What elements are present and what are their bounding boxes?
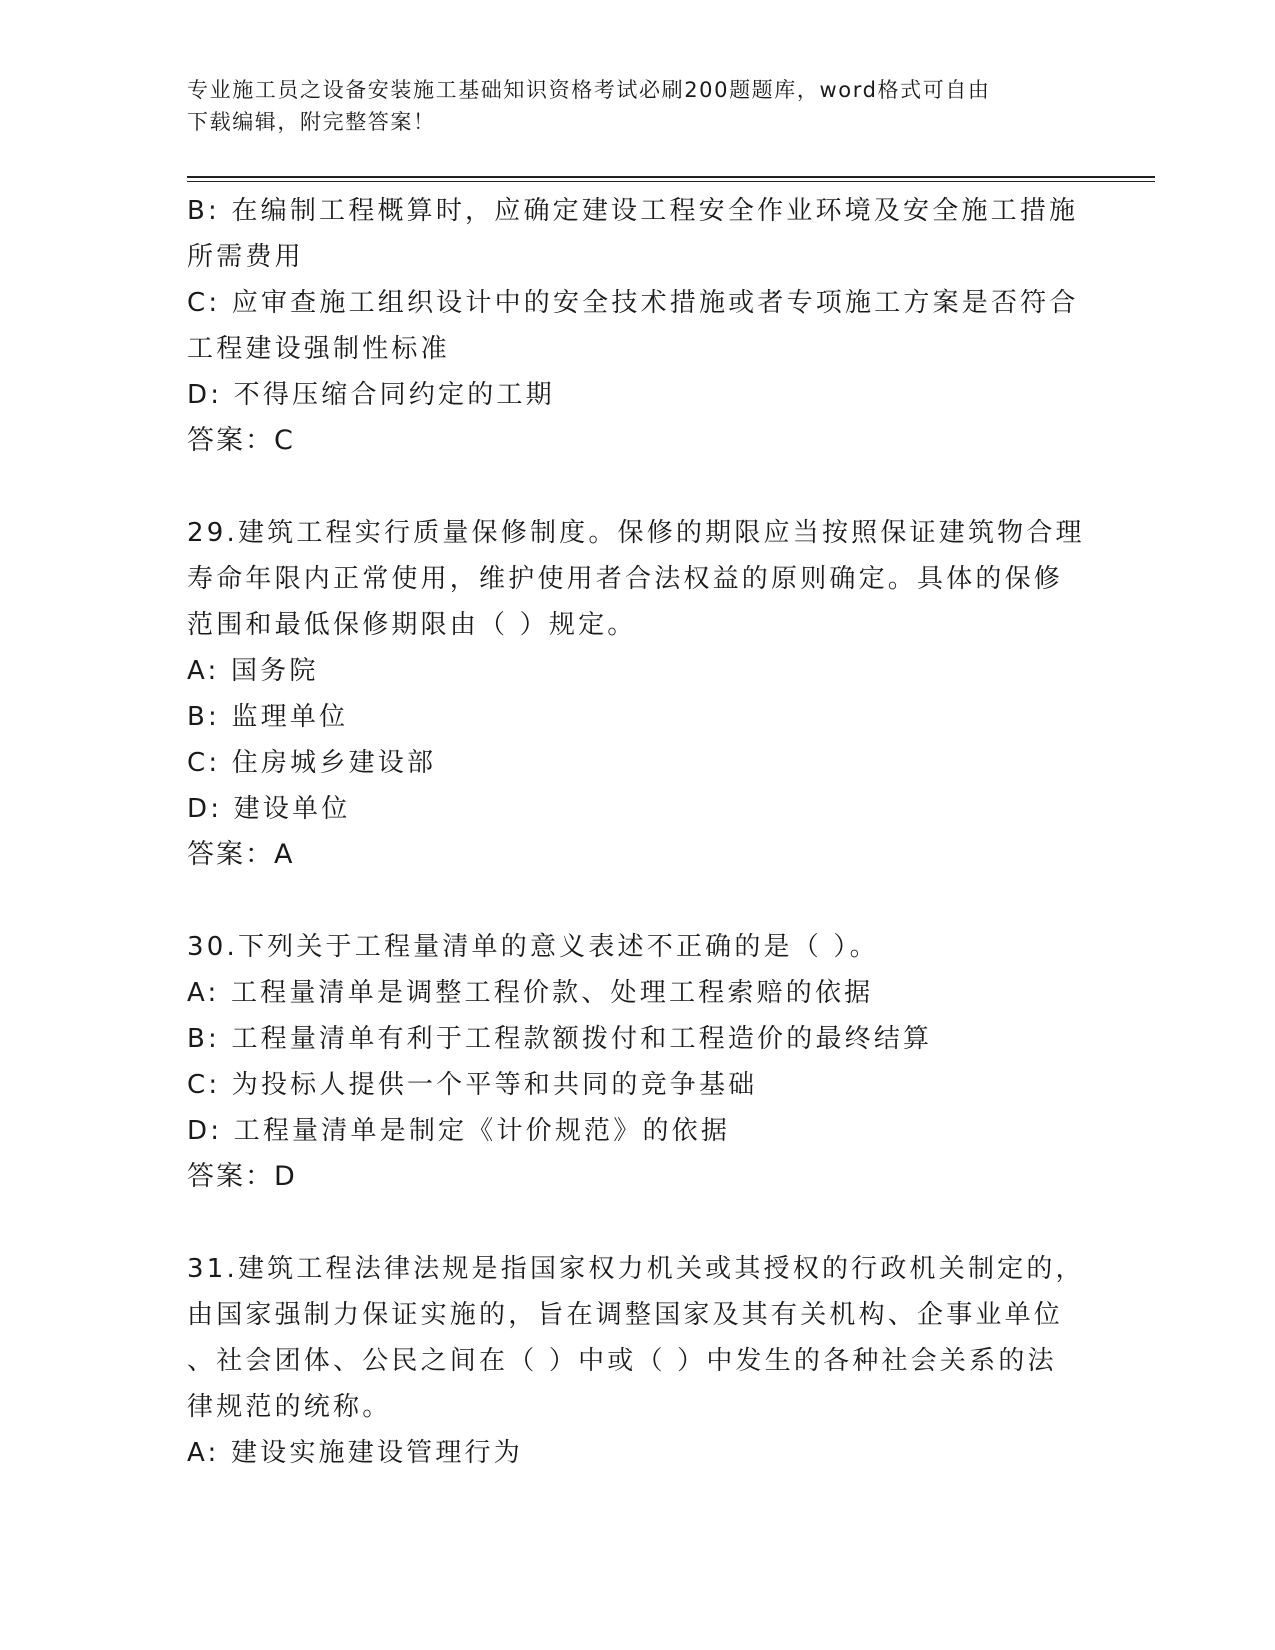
answer: 答案：A — [187, 839, 295, 870]
spacer — [187, 878, 1087, 924]
spacer — [187, 1200, 1087, 1246]
option-b: B: 监理单位 — [187, 702, 349, 732]
option-b: B: 工程量清单有利于工程款额拨付和工程造价的最终结算 — [187, 1024, 933, 1054]
header-line-2: 下载编辑，附完整答案！ — [187, 110, 436, 134]
question-29 — [187, 510, 1087, 878]
answer: 答案：C — [187, 425, 295, 456]
previous-question-block — [187, 188, 1087, 464]
answer: 答案：D — [187, 1161, 297, 1192]
option-c: C: 为投标人提供一个平等和共同的竞争基础 — [187, 1070, 758, 1100]
header-line-1: 专业施工员之设备安装施工基础知识资格考试必刷200题题库，word格式可自由 — [187, 78, 991, 102]
question-text-line-1: 31.建筑工程法律法规是指国家权力机关或其授权的行政机关制定的， — [187, 1254, 1085, 1284]
option-b-line-2: 所需费用 — [187, 242, 304, 272]
question-text: 30.下列关于工程量清单的意义表述不正确的是（ ）。 — [187, 932, 879, 962]
option-a: A: 国务院 — [187, 656, 319, 686]
spacer — [187, 464, 1087, 510]
question-text-line-3: 范围和最低保修期限由（ ）规定。 — [187, 610, 637, 640]
question-text-line-2: 由国家强制力保证实施的，旨在调整国家及其有关机构、企事业单位 — [187, 1300, 1064, 1330]
option-d: D: 不得压缩合同约定的工期 — [187, 380, 555, 410]
option-c-line-1: C: 应审查施工组织设计中的安全技术措施或者专项施工方案是否符合 — [187, 288, 1079, 318]
option-d: D: 建设单位 — [187, 794, 351, 824]
document-header — [187, 74, 1087, 138]
option-d: D: 工程量清单是制定《计价规范》的依据 — [187, 1116, 731, 1146]
question-31 — [187, 1246, 1087, 1476]
question-text-line-1: 29.建筑工程实行质量保修制度。保修的期限应当按照保证建筑物合理 — [187, 518, 1085, 548]
option-a: A: 建设实施建设管理行为 — [187, 1438, 523, 1468]
question-text-line-3: 、社会团体、公民之间在（ ）中或（ ）中发生的各种社会关系的法 — [187, 1346, 1057, 1376]
option-c-line-2: 工程建设强制性标准 — [187, 334, 450, 364]
header-divider — [187, 176, 1155, 182]
question-text-line-2: 寿命年限内正常使用，维护使用者合法权益的原则确定。具体的保修 — [187, 564, 1064, 594]
option-b-line-1: B: 在编制工程概算时，应确定建设工程安全作业环境及安全施工措施 — [187, 196, 1079, 226]
question-30 — [187, 924, 1087, 1200]
option-a: A: 工程量清单是调整工程价款、处理工程索赔的依据 — [187, 978, 874, 1008]
question-content — [187, 188, 1087, 1476]
option-c: C: 住房城乡建设部 — [187, 748, 437, 778]
question-text-line-4: 律规范的统称。 — [187, 1392, 392, 1422]
